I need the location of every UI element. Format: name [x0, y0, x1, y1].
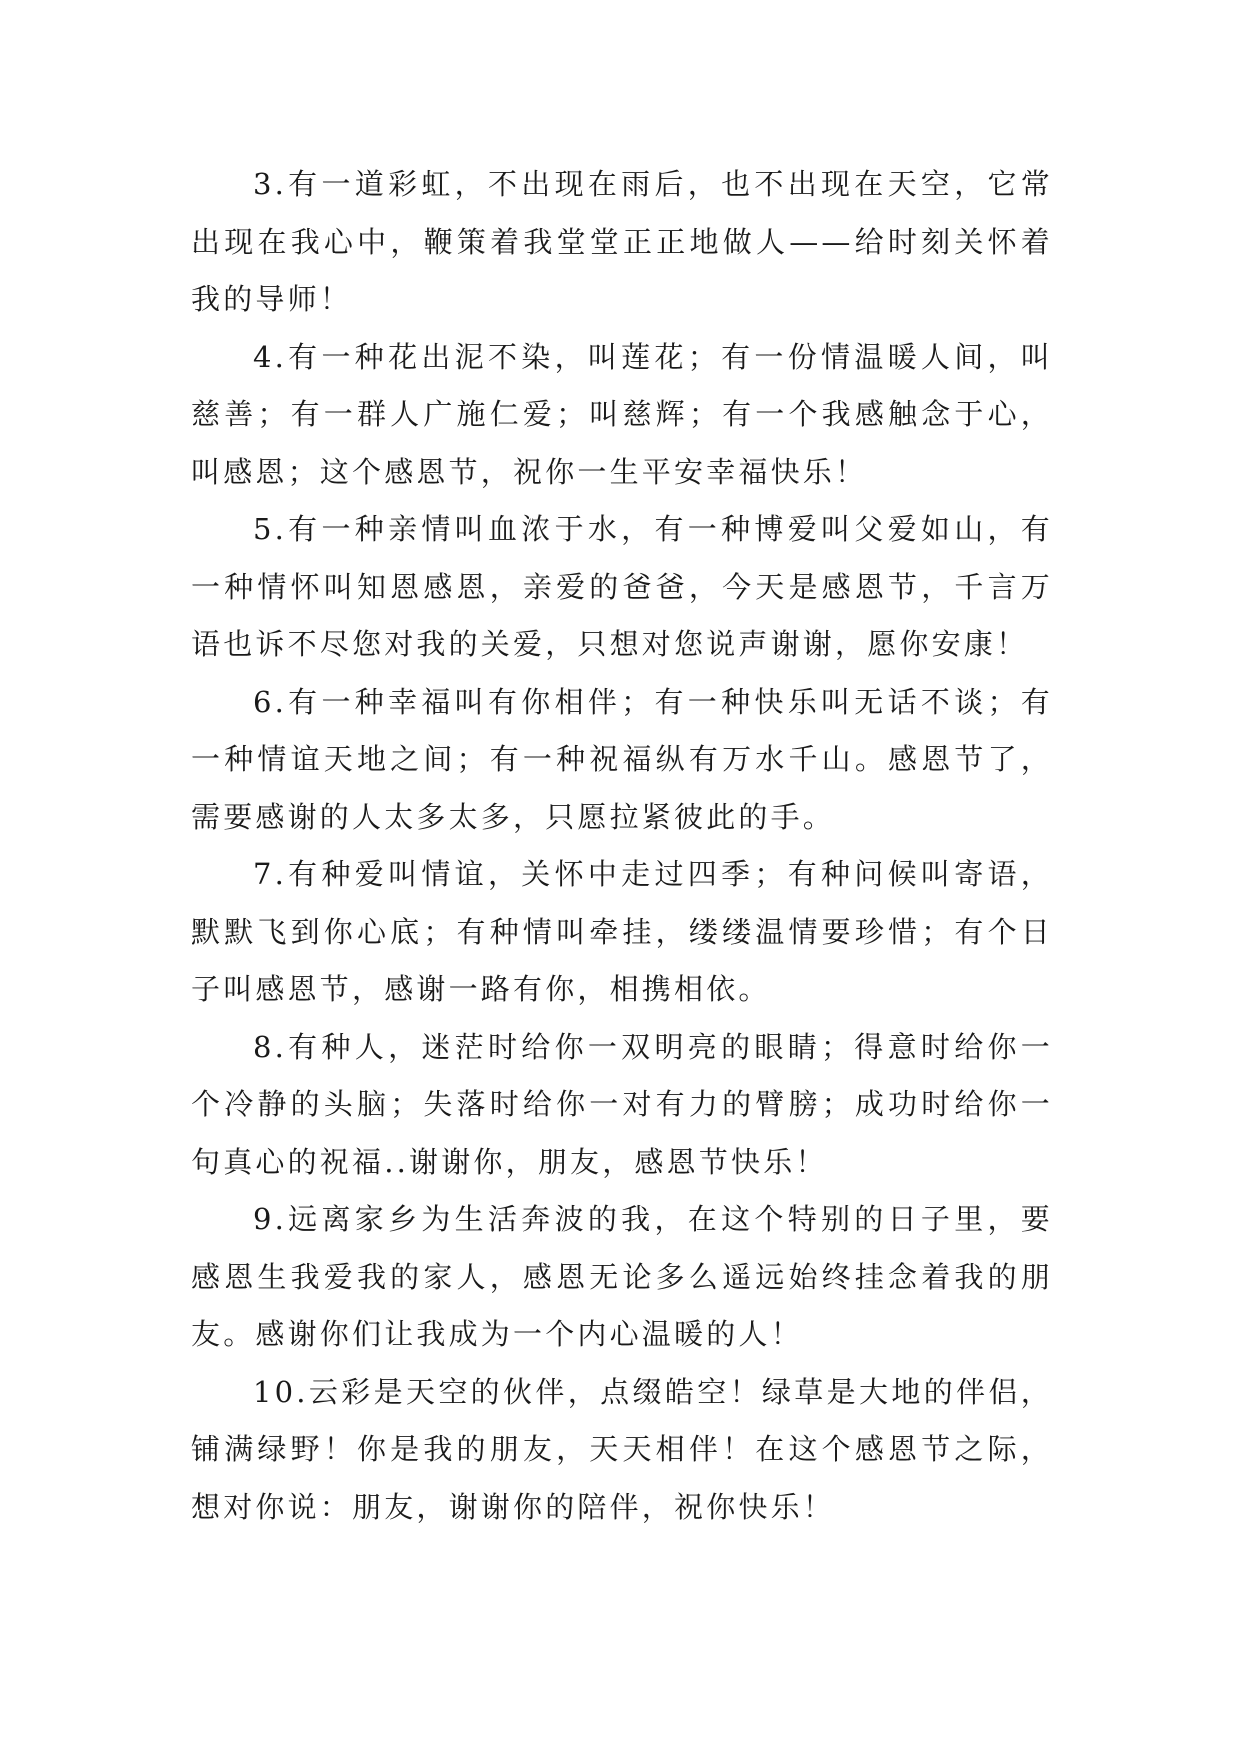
document-body: [191, 156, 1053, 1536]
paragraph-9: 9.远离家乡为生活奔波的我，在这个特别的日子里，要感恩生我爱我的家人，感恩无论多么遥远始终挂念着我的朋友。感谢你们让我成为一个内心温暖的人！: [191, 1202, 1053, 1351]
paragraph-6: 6.有一种幸福叫有你相伴；有一种快乐叫无话不谈；有一种情谊天地之间；有一种祝福纵有万水千山。感恩节了，需要感谢的人太多太多，只愿拉紧彼此的手。: [191, 684, 1053, 834]
paragraph-4: 4.有一种花出泥不染，叫莲花；有一份情温暖人间，叫慈善；有一群人广施仁爱；叫慈辉；有一个我感触念于心，叫感恩；这个感恩节，祝你一生平安幸福快乐！: [191, 339, 1053, 489]
paragraph-10: 10.云彩是天空的伙伴，点缀皓空！绿草是大地的伴侣，铺满绿野！你是我的朋友，天天相伴！在这个感恩节之际，想对你说：朋友，谢谢你的陪伴，祝你快乐！: [191, 1374, 1053, 1524]
paragraph-5: 5.有一种亲情叫血浓于水，有一种博爱叫父爱如山，有一种情怀叫知恩感恩，亲爱的爸爸，今天是感恩节，千言万语也诉不尽您对我的关爱，只想对您说声谢谢，愿你安康！: [191, 512, 1053, 661]
paragraph-7: 7.有种爱叫情谊，关怀中走过四季；有种问候叫寄语，默默飞到你心底；有种情叫牵挂，缕缕温情要珍惜；有个日子叫感恩节，感谢一路有你，相携相依。: [191, 857, 1053, 1006]
paragraph-8: 8.有种人，迷茫时给你一双明亮的眼睛；得意时给你一个冷静的头脑；失落时给你一对有力的臂膀；成功时给你一句真心的祝福..谢谢你，朋友，感恩节快乐！: [191, 1029, 1053, 1179]
paragraph-3: 3.有一道彩虹，不出现在雨后，也不出现在天空，它常出现在我心中，鞭策着我堂堂正正地做人——给时刻关怀着我的导师！: [191, 167, 1053, 316]
